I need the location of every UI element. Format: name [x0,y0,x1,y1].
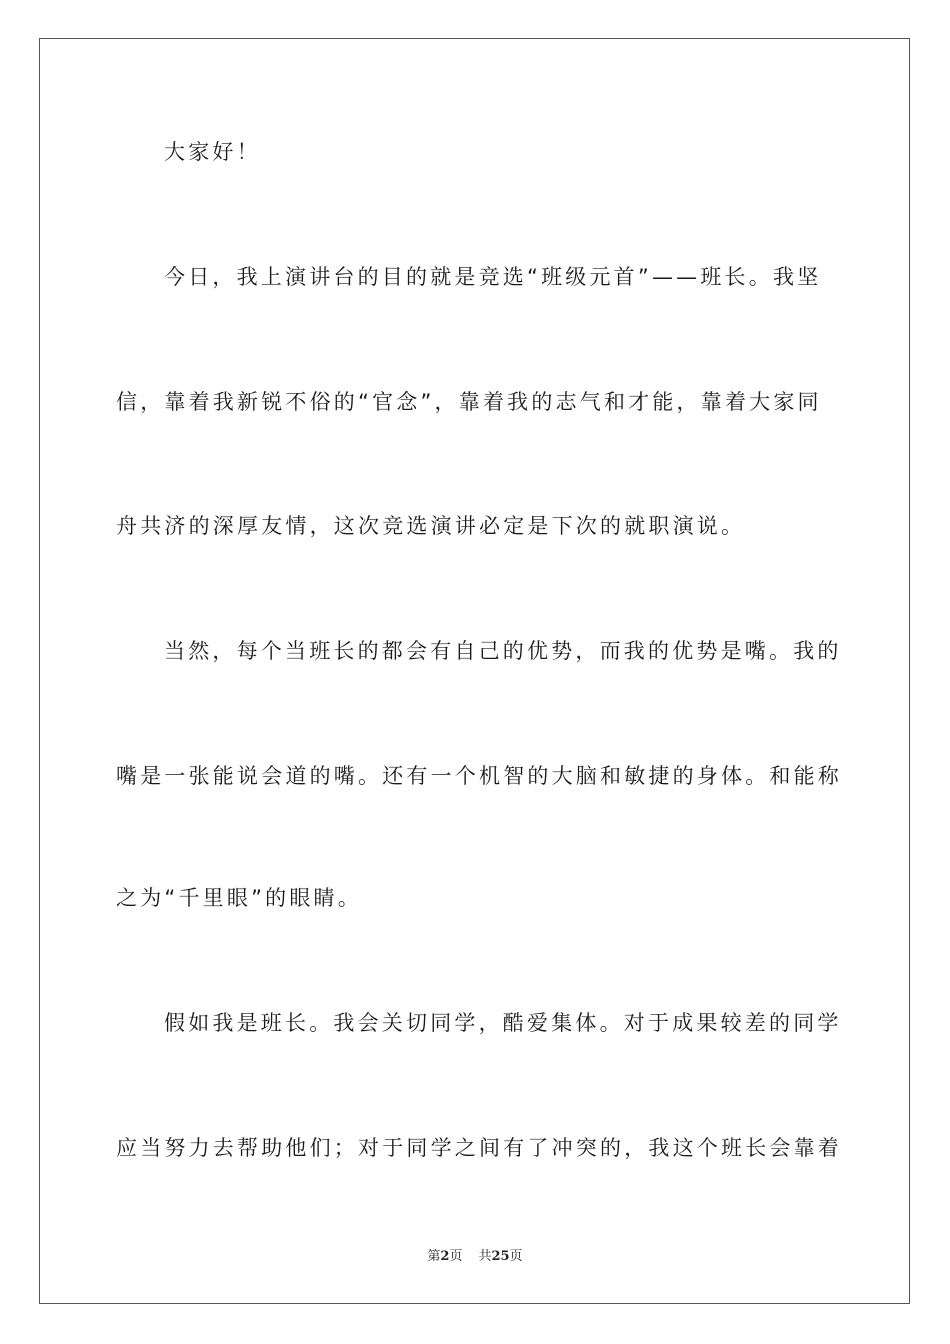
body-text-line: 嘴是一张能说会道的嘴。还有一个机智的大脑和敏捷的身体。和能称 [116,764,842,788]
page-footer [0,1248,950,1266]
greeting-line: 大家好！ [164,140,261,164]
page-number-prefix: 第 [427,1249,441,1264]
current-page-number: 2 [440,1249,450,1264]
body-text-line: 当然，每个当班长的都会有自己的优势，而我的优势是嘴。我的 [164,639,842,663]
total-page-count: 25 [491,1249,510,1264]
page-number-suffix: 页 [449,1249,463,1264]
body-text-line: 应当努力去帮助他们；对于同学之间有了冲突的，我这个班长会靠着 [116,1136,842,1160]
body-text-line: 之为“千里眼”的眼睛。 [116,886,362,910]
body-text-line: 信，靠着我新锐不俗的“官念”，靠着我的志气和才能，靠着大家同 [116,390,822,414]
page-frame [39,38,910,1304]
body-text-line: 今日，我上演讲台的目的就是竞选“班级元首”——班长。我坚 [164,265,822,289]
body-text-line: 舟共济的深厚友情，这次竞选演讲必定是下次的就职演说。 [116,514,746,538]
body-text-line: 假如我是班长。我会关切同学，酷爱集体。对于成果较差的同学 [164,1011,842,1035]
total-pages-suffix: 页 [509,1249,523,1264]
total-pages-prefix: 共 [478,1249,492,1264]
